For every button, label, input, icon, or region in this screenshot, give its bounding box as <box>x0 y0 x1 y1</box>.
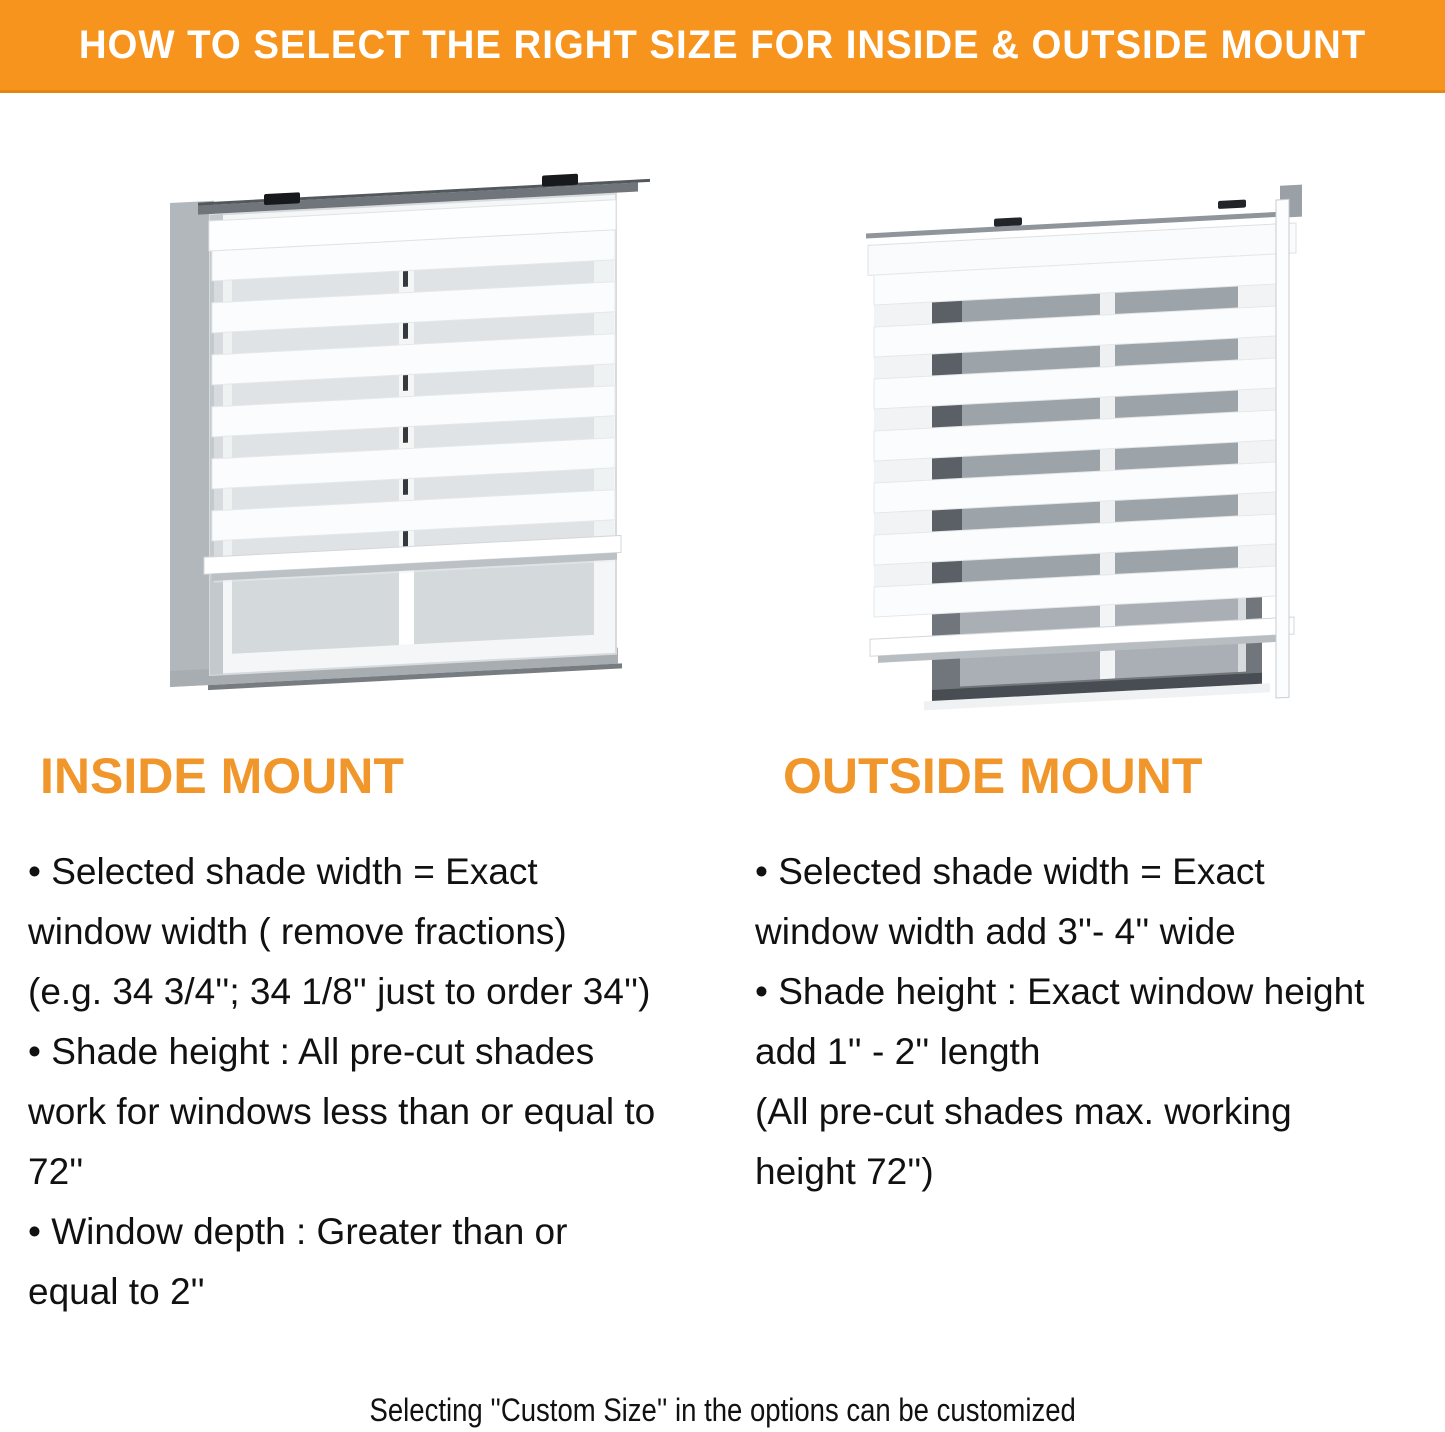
outside-mount-section <box>755 748 1435 1202</box>
outside-mount-heading: OUTSIDE MOUNT <box>783 748 1203 804</box>
bullet-line: (e.g. 34 3/4''; 34 1/8'' just to order 34'') <box>28 971 651 1012</box>
inside-mount-section <box>28 748 728 1322</box>
custom-size-note-text: Selecting ''Custom Size'' in the options can be customized <box>369 1392 1076 1428</box>
outside-mount-window-icon <box>856 136 1304 748</box>
bullet-line: • Selected shade width = Exact <box>755 851 1265 892</box>
bullet-line: 72'' <box>28 1151 84 1192</box>
outside-mount-window-image <box>856 136 1304 753</box>
custom-size-note <box>0 1392 1445 1429</box>
top-banner <box>0 0 1445 93</box>
inside-mount-heading: INSIDE MOUNT <box>40 748 404 804</box>
bullet-line: window width add 3''- 4'' wide <box>755 911 1236 952</box>
bullet-line: window width ( remove fractions) <box>28 911 567 952</box>
bullet-line: work for windows less than or equal to <box>28 1091 656 1132</box>
bullet-line: • Window depth : Greater than or <box>28 1211 568 1252</box>
inside-mount-window-icon <box>152 130 657 730</box>
bullet-line: add 1'' - 2'' length <box>755 1031 1041 1072</box>
inside-mount-window-image <box>152 130 657 735</box>
bullet-line: • Shade height : Exact window height <box>755 971 1365 1012</box>
banner-title: HOW TO SELECT THE RIGHT SIZE FOR INSIDE & OUTSIDE MOUNT <box>78 22 1367 67</box>
bullet-line: • Shade height : All pre-cut shades <box>28 1031 595 1072</box>
bullet-line: height 72'') <box>755 1151 934 1192</box>
bullet-line: • Selected shade width = Exact <box>28 851 538 892</box>
bullet-line: equal to 2'' <box>28 1271 205 1312</box>
bullet-line: (All pre-cut shades max. working <box>755 1091 1292 1132</box>
